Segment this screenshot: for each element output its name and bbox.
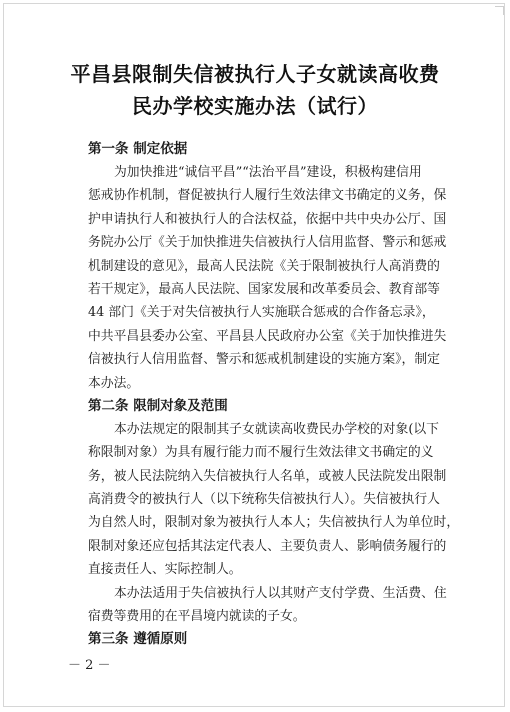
paragraph-line: 宿费等费用的在平昌境内就读的子女。 bbox=[88, 609, 306, 625]
paragraph-line: 为加快推进“诚信平昌”“法治平昌”建设，积极构建信用 bbox=[114, 165, 422, 180]
paragraph-line: 护申请执行人和被执行人的合法权益，依据中共中央办公厅、国 bbox=[88, 211, 447, 227]
paragraph-line: 务，被人民法院纳入失信被执行人名单，或被人民法院发出限制 bbox=[88, 468, 447, 484]
section-heading-article-2: 第二条 限制对象及范围 bbox=[88, 397, 228, 414]
section-heading-article-3: 第三条 遵循原则 bbox=[88, 631, 188, 648]
paragraph-line: 信被执行人信用监督、警示和惩戒机制建设的实施方案》，制定 bbox=[88, 352, 440, 368]
section-2-paragraph-2 bbox=[88, 582, 447, 629]
section-2-paragraph-1 bbox=[88, 418, 460, 582]
document-body bbox=[88, 138, 460, 651]
section-heading-article-1: 第一条 制定依据 bbox=[88, 141, 188, 157]
paragraph-line: 务院办公厅《关于加快推进失信被执行人信用监督、警示和惩戒 bbox=[88, 235, 447, 251]
paragraph-line: 限制对象还应包括其法定代表人、主要负责人、影响债务履行的 bbox=[88, 538, 447, 554]
section-1-paragraph-1 bbox=[88, 161, 447, 395]
document-title-line-1: 平昌县限制失信被执行人子女就读高收费 bbox=[70, 62, 440, 86]
paragraph-line: 本办法规定的限制其子女就读高收费民办学校的对象(以下 bbox=[114, 421, 439, 437]
paragraph-line: 惩戒协作机制，督促被执行人履行生效法律文书确定的义务，保 bbox=[88, 188, 447, 204]
paragraph-line: 机制建设的意见》，最高人民法院《关于限制被执行人高消费的 bbox=[88, 258, 440, 274]
paragraph-line: 中共平昌县委办公室、平昌县人民政府办公室《关于加快推进失 bbox=[88, 328, 447, 344]
paragraph-line: 本办法。 bbox=[88, 375, 140, 391]
paragraph-line: 称限制对象）为具有履行能力而不履行生效法律文书确定的义 bbox=[88, 445, 434, 461]
scan-corner-mark bbox=[495, 6, 504, 15]
page-number: － 2 － bbox=[68, 658, 111, 673]
paragraph-line: 若干规定》，最高人民法院、国家发展和改革委员会、教育部等 bbox=[88, 281, 440, 297]
paragraph-line: 为自然人时，限制对象为被执行人本人；失信被执行人为单位时， bbox=[88, 515, 460, 531]
paragraph-line: 44 部门《关于对失信被执行人实施联合惩戒的合作备忘录》， bbox=[88, 305, 435, 321]
document-title-line-2: 民办学校实施办法（试行） bbox=[132, 94, 378, 118]
paragraph-line: 高消费令的被执行人（以下统称失信被执行人）。失信被执行人 bbox=[88, 492, 440, 508]
paragraph-line: 直接责任人、实际控制人。 bbox=[88, 562, 242, 578]
paragraph-line: 本办法适用于失信被执行人以其财产支付学费、生活费、住 bbox=[114, 585, 447, 601]
